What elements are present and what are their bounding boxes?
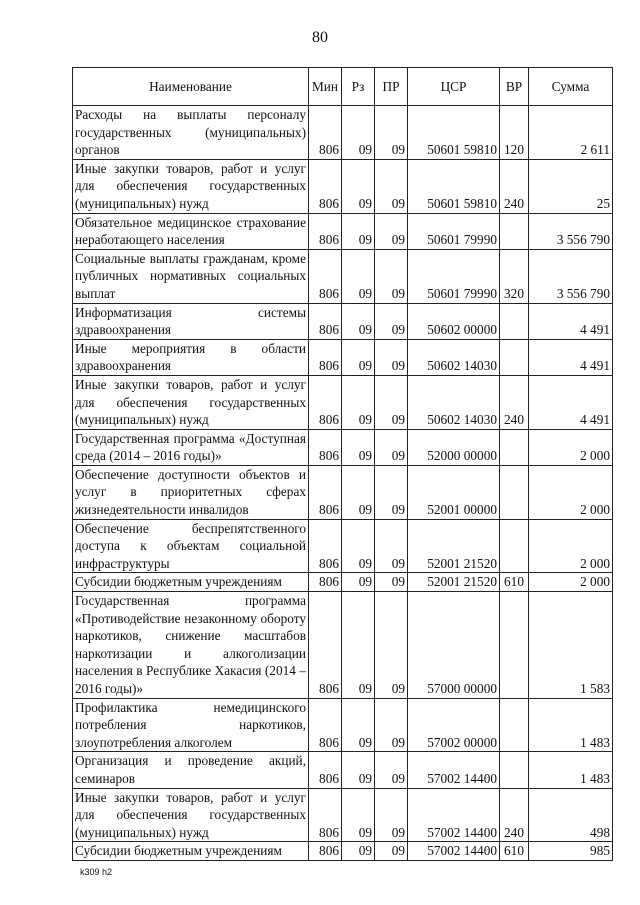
cell-sum: 4 491 [529,375,613,429]
cell-pr: 09 [375,788,408,842]
header-min: Мин [309,68,342,106]
cell-rz: 09 [342,698,375,752]
cell-rz: 09 [342,519,375,573]
cell-name: Организация и проведение акций, семинаров [73,752,309,788]
header-row [73,68,613,106]
cell-csr: 50601 59810 [408,106,500,160]
cell-sum: 2 000 [529,429,613,465]
cell-pr: 09 [375,573,408,592]
cell-name: Иные закупки товаров, работ и услуг для обеспечения государственных (муниципальных) нужд [73,788,309,842]
cell-rz: 09 [342,429,375,465]
cell-vr: 610 [500,842,529,861]
header-vr: ВР [500,68,529,106]
cell-sum: 2 000 [529,519,613,573]
table-body [73,106,613,861]
cell-vr [500,698,529,752]
cell-rz: 09 [342,788,375,842]
cell-min: 806 [309,159,342,213]
header-sum: Сумма [529,68,613,106]
cell-min: 806 [309,592,342,699]
cell-vr [500,465,529,519]
cell-sum: 25 [529,159,613,213]
cell-csr: 50602 14030 [408,375,500,429]
cell-csr: 57002 14400 [408,752,500,788]
cell-min: 806 [309,788,342,842]
cell-name: Государственная программа «Доступная среда (2014 – 2016 годы)» [73,429,309,465]
cell-pr: 09 [375,249,408,303]
cell-pr: 09 [375,213,408,249]
cell-min: 806 [309,429,342,465]
cell-sum: 985 [529,842,613,861]
cell-min: 806 [309,519,342,573]
cell-vr [500,303,529,339]
cell-min: 806 [309,375,342,429]
table-row [73,592,613,699]
table-row [73,249,613,303]
table-row [73,465,613,519]
cell-vr: 320 [500,249,529,303]
page-number: 80 [312,29,328,46]
table-header [73,68,613,106]
table-row [73,788,613,842]
cell-rz: 09 [342,592,375,699]
cell-vr [500,519,529,573]
cell-min: 806 [309,465,342,519]
table-row [73,429,613,465]
cell-csr: 50602 00000 [408,303,500,339]
cell-csr: 52001 21520 [408,519,500,573]
cell-sum: 2 000 [529,465,613,519]
cell-rz: 09 [342,842,375,861]
table-row [73,752,613,788]
cell-vr [500,752,529,788]
cell-min: 806 [309,698,342,752]
table-row [73,573,613,592]
cell-min: 806 [309,303,342,339]
cell-rz: 09 [342,249,375,303]
cell-rz: 09 [342,465,375,519]
cell-pr: 09 [375,752,408,788]
cell-csr: 50601 79990 [408,249,500,303]
cell-sum: 1 583 [529,592,613,699]
cell-vr: 120 [500,106,529,160]
cell-name: Иные закупки товаров, работ и услуг для обеспечения государственных (муниципальных) нужд [73,375,309,429]
cell-sum: 1 483 [529,698,613,752]
cell-vr: 240 [500,375,529,429]
cell-sum: 2 000 [529,573,613,592]
cell-rz: 09 [342,573,375,592]
cell-sum: 2 611 [529,106,613,160]
cell-csr: 57002 00000 [408,698,500,752]
cell-csr: 57000 00000 [408,592,500,699]
cell-min: 806 [309,249,342,303]
cell-csr: 50601 59810 [408,159,500,213]
cell-vr [500,339,529,375]
table-row [73,213,613,249]
cell-name: Субсидии бюджетным учреждениям [73,842,309,861]
cell-vr: 240 [500,788,529,842]
cell-name: Иные закупки товаров, работ и услуг для обеспечения государственных (муниципальных) нужд [73,159,309,213]
cell-sum: 3 556 790 [529,249,613,303]
cell-csr: 52001 21520 [408,573,500,592]
cell-pr: 09 [375,465,408,519]
cell-vr [500,429,529,465]
header-csr: ЦСР [408,68,500,106]
cell-pr: 09 [375,698,408,752]
header-rz: Рз [342,68,375,106]
cell-name: Обеспечение доступности объектов и услуг в приоритетных сферах жизнедеятельности инвалидов [73,465,309,519]
table-row [73,375,613,429]
table-row [73,159,613,213]
header-pr: ПР [375,68,408,106]
cell-rz: 09 [342,303,375,339]
cell-csr: 52000 00000 [408,429,500,465]
cell-min: 806 [309,339,342,375]
cell-min: 806 [309,842,342,861]
cell-vr: 610 [500,573,529,592]
cell-rz: 09 [342,213,375,249]
cell-pr: 09 [375,159,408,213]
cell-csr: 50602 14030 [408,339,500,375]
cell-pr: 09 [375,303,408,339]
budget-table [72,67,613,861]
cell-sum: 1 483 [529,752,613,788]
cell-csr: 57002 14400 [408,842,500,861]
cell-pr: 09 [375,592,408,699]
cell-sum: 4 491 [529,339,613,375]
cell-csr: 52001 00000 [408,465,500,519]
cell-name: Социальные выплаты гражданам, кроме публичных нормативных социальных выплат [73,249,309,303]
cell-vr: 240 [500,159,529,213]
cell-min: 806 [309,573,342,592]
table-row [73,303,613,339]
cell-pr: 09 [375,842,408,861]
cell-vr [500,213,529,249]
cell-name: Государственная программа «Противодействие незаконному обороту наркотиков, снижение масштабов наркотизации и алкоголизации населения в Республике Хакасия (2014 – 2016 годы)» [73,592,309,699]
cell-csr: 50601 79990 [408,213,500,249]
cell-name: Субсидии бюджетным учреждениям [73,573,309,592]
cell-rz: 09 [342,159,375,213]
cell-rz: 09 [342,339,375,375]
table-row [73,339,613,375]
cell-min: 806 [309,752,342,788]
cell-pr: 09 [375,519,408,573]
cell-pr: 09 [375,429,408,465]
cell-vr [500,592,529,699]
cell-rz: 09 [342,375,375,429]
table-row [73,842,613,861]
cell-sum: 3 556 790 [529,213,613,249]
cell-name: Обязательное медицинское страхование неработающего населения [73,213,309,249]
cell-pr: 09 [375,339,408,375]
header-name: Наименование [73,68,309,106]
table-row [73,698,613,752]
cell-pr: 09 [375,106,408,160]
cell-name: Обеспечение беспрепятственного доступа к объектам социальной инфраструктуры [73,519,309,573]
cell-pr: 09 [375,375,408,429]
cell-rz: 09 [342,106,375,160]
cell-sum: 498 [529,788,613,842]
table-row [73,106,613,160]
cell-sum: 4 491 [529,303,613,339]
cell-name: Расходы на выплаты персоналу государственных (муниципальных) органов [73,106,309,160]
cell-min: 806 [309,213,342,249]
cell-name: Профилактика немедицинского потребления наркотиков, злоупотребления алкоголем [73,698,309,752]
cell-rz: 09 [342,752,375,788]
cell-min: 806 [309,106,342,160]
cell-csr: 57002 14400 [408,788,500,842]
cell-name: Информатизация системы здравоохранения [73,303,309,339]
footer-code: k309 h2 [80,867,113,877]
cell-name: Иные мероприятия в области здравоохранения [73,339,309,375]
table-row [73,519,613,573]
